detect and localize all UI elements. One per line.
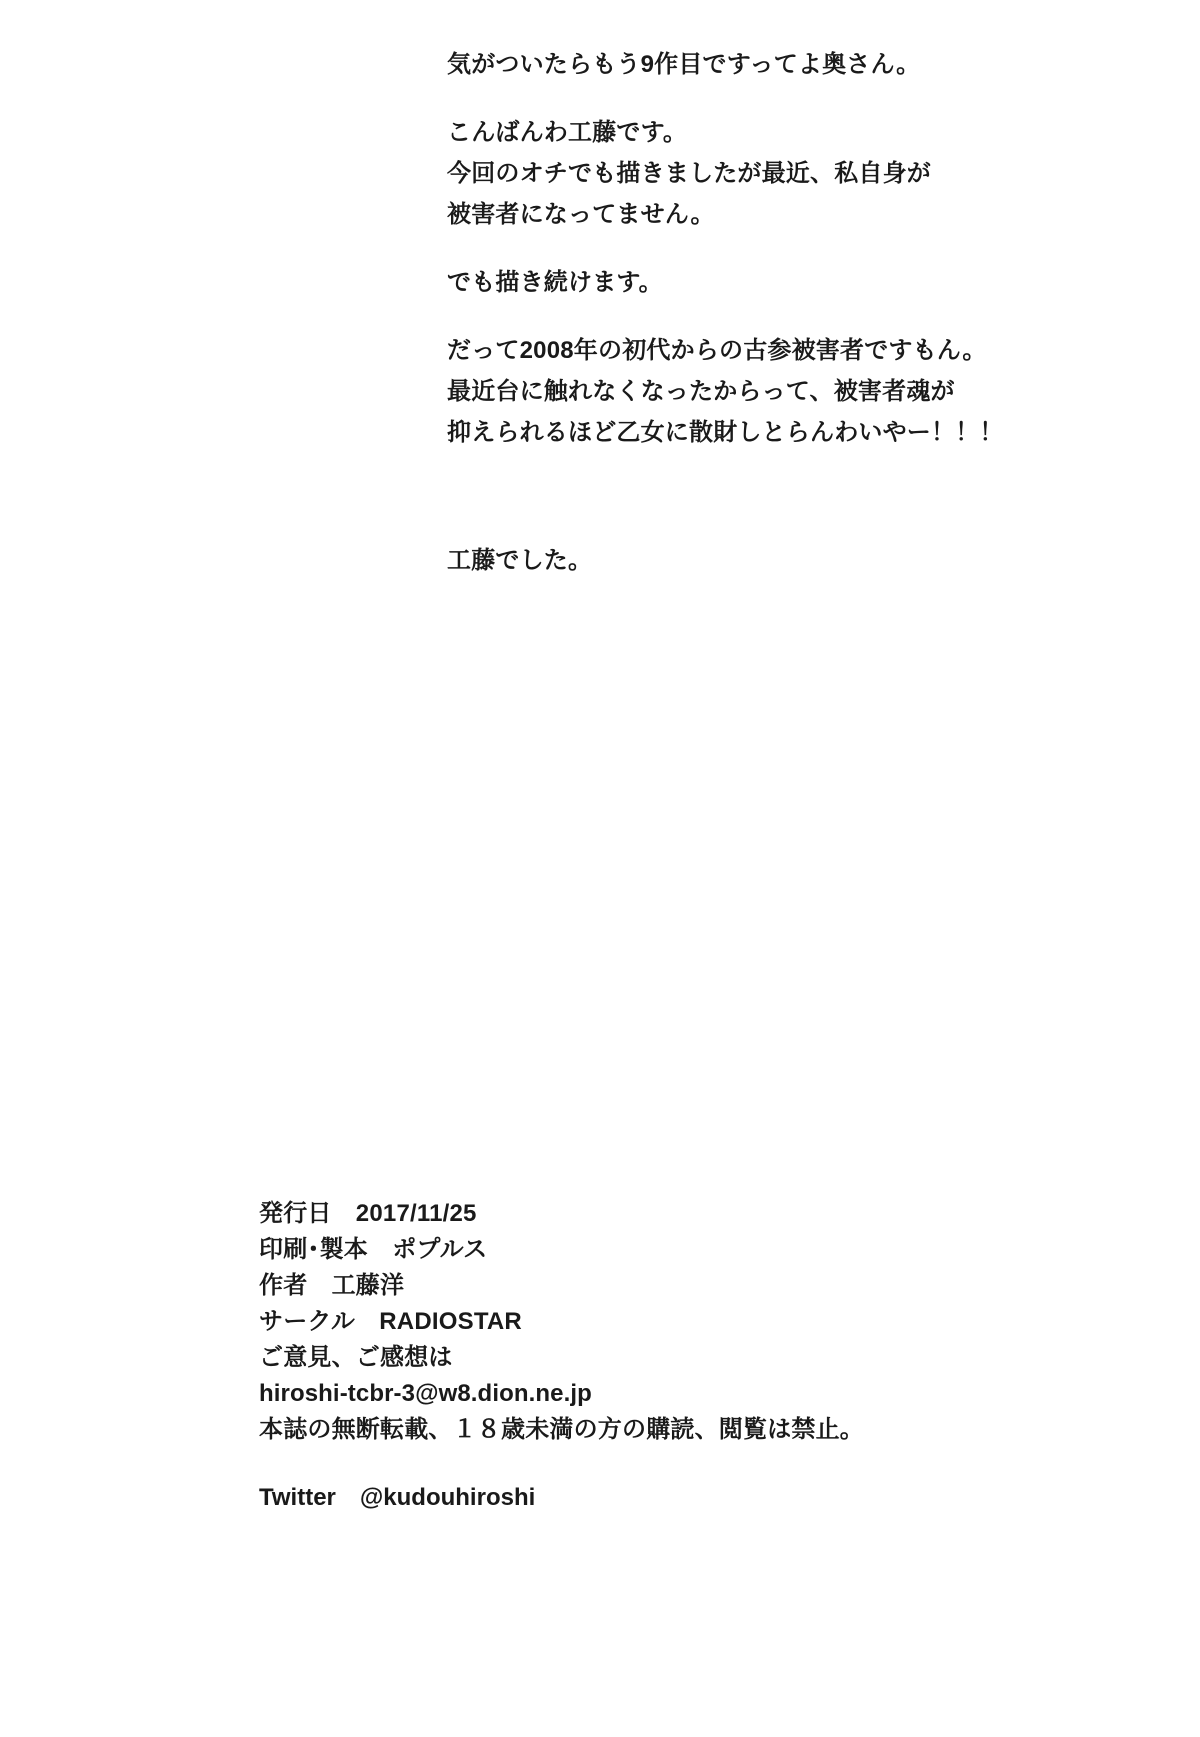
afterword-section (447, 44, 1127, 608)
afterword-line: でも描き続けます。 (447, 269, 663, 296)
afterword-heading (447, 44, 1127, 85)
colophon-email[interactable]: hiroshi-tcbr-3@w8.dion.ne.jp (259, 1380, 592, 1407)
colophon-twitter[interactable]: Twitter @kudouhiroshi (259, 1484, 536, 1511)
colophon-feedback-label: ご意見、ご感想は (259, 1344, 453, 1371)
spacer (447, 480, 1127, 540)
colophon-section (259, 1196, 1059, 1516)
afterword-paragraph-3 (447, 330, 1127, 453)
afterword-heading-line: 気がついたらもう9作目ですってよ奥さん。 (447, 51, 921, 78)
afterword-line: 被害者になってません。 (447, 201, 715, 228)
afterword-line: 今回のオチでも描きましたが最近、私自身が (447, 160, 931, 187)
afterword-paragraph-2 (447, 262, 1127, 303)
colophon-circle: サークル RADIOSTAR (259, 1308, 522, 1335)
colophon-author: 作者 工藤洋 (259, 1272, 405, 1299)
afterword-paragraph-1 (447, 112, 1127, 235)
afterword-line: 最近台に触れなくなったからって、被害者魂が (447, 378, 955, 405)
afterword-signoff (447, 540, 1127, 581)
colophon-notice: 本誌の無断転載、１８歳未満の方の購読、閲覧は禁止。 (259, 1416, 864, 1443)
afterword-line: 抑えられるほど乙女に散財しとらんわいやー！！！ (447, 419, 1004, 446)
afterword-line: こんばんわ工藤です。 (447, 119, 688, 146)
afterword-signoff-line: 工藤でした。 (447, 547, 593, 574)
colophon-printing: 印刷･製本 ポプルス (259, 1236, 488, 1263)
afterword-line: だって2008年の初代からの古参被害者ですもん。 (447, 337, 987, 364)
colophon-publish-date: 発行日 2017/11/25 (259, 1200, 477, 1227)
